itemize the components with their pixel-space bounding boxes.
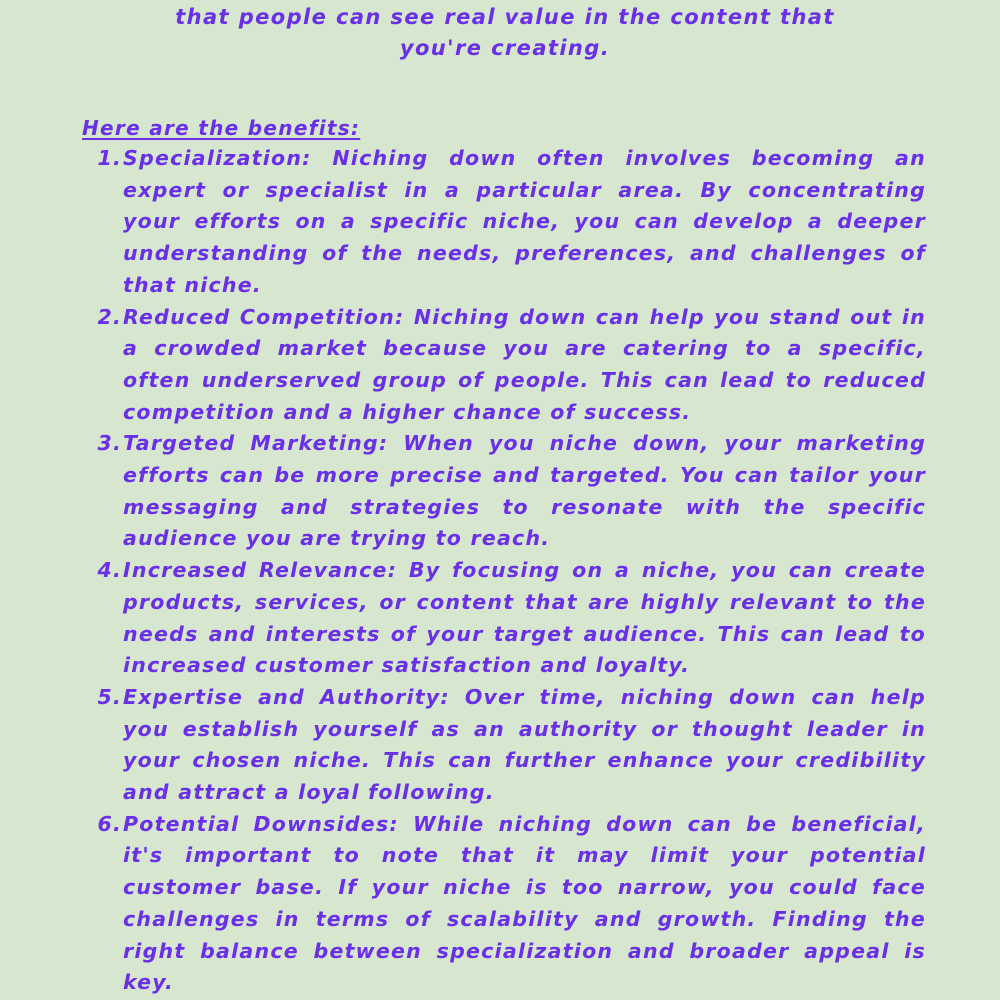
benefit-number: 3.: [97, 431, 122, 456]
benefits-heading: Here are the benefits:: [82, 116, 361, 140]
benefit-item-expertise-authority: [80, 682, 926, 809]
benefits-list: [80, 143, 926, 999]
benefit-number: 6.: [97, 811, 122, 836]
benefit-number: 1.: [97, 146, 122, 170]
benefit-item-potential-downsides: [80, 809, 926, 999]
benefit-item-targeted-marketing: [80, 428, 926, 555]
benefit-item-reduced-competition: [80, 302, 926, 429]
benefit-text: Reduced Competition: Niching down can help you stand out in a crowded market because you are catering to a specific, often underserved group of people. This can lead to reduced competition and a higher chance of success.: [123, 304, 926, 424]
benefit-text: Expertise and Authority: Over time, niching down can help you establish yourself as an authority or thought leader in your chosen niche. This can further enhance your credibility and attract a loyal following.: [123, 684, 926, 805]
benefit-text: Targeted Marketing: When you niche down, your marketing efforts can be more precise and targeted. You can tailor your messaging and strategies to resonate with the specific audience you are trying to reach.: [123, 431, 926, 551]
benefit-number: 2.: [97, 304, 122, 329]
benefit-number: 4.: [97, 558, 122, 583]
benefit-item-increased-relevance: [80, 555, 926, 682]
benefit-text: Specialization: Niching down often involves becoming an expert or specialist in a particular area. By concentrating your efforts on a specific niche, you can develop a deeper understanding of the needs, preferences, and challenges of that niche.: [123, 146, 926, 297]
benefit-item-specialization: [80, 143, 926, 302]
benefit-number: 5.: [97, 684, 122, 709]
benefit-text: Increased Relevance: By focusing on a niche, you can create products, services, or content that are highly relevant to the needs and interests of your target audience. This can lead to increased customer satisfaction and loyalty.: [123, 558, 926, 678]
benefit-text: Potential Downsides: While niching down can be beneficial, it's important to note that it may limit your potential customer base. If your niche is too narrow, you could face challenges in terms of scalability and growth. Finding the right balance between specialization and broader appeal is key.: [123, 811, 926, 995]
intro-text: that people can see real value in the content that you're creating.: [175, 5, 835, 60]
